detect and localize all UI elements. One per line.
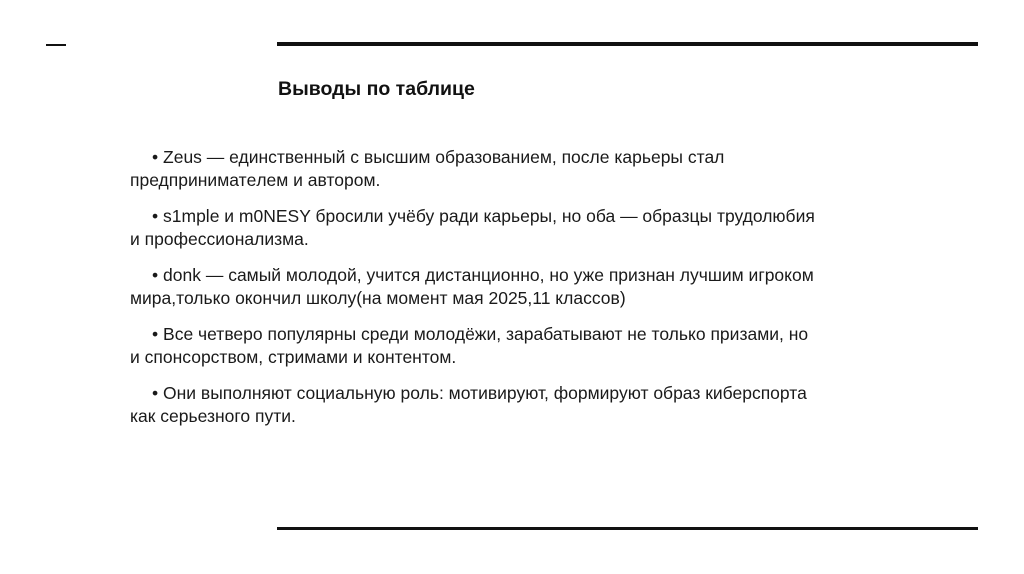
bottom-rule-divider bbox=[277, 527, 978, 530]
bullet-text: s1mple и m0NESY бросили учёбу ради карьеры, но оба — образцы трудолюбия и профессионализма. bbox=[130, 206, 815, 249]
bullet-glyph-icon: • bbox=[152, 206, 159, 226]
bullet-item bbox=[130, 146, 820, 192]
bullet-item bbox=[130, 264, 820, 310]
bullet-item bbox=[130, 323, 820, 369]
slide-title: Выводы по таблице bbox=[278, 78, 475, 100]
corner-dash-divider bbox=[46, 44, 66, 46]
bullet-glyph-icon: • bbox=[152, 265, 159, 285]
top-rule-divider bbox=[277, 42, 978, 46]
bullet-list bbox=[130, 146, 820, 441]
bullet-glyph-icon: • bbox=[152, 324, 159, 344]
bullet-text: Все четверо популярны среди молодёжи, зарабатывают не только призами, но и спонсорством, стримами и контентом. bbox=[130, 324, 809, 367]
bullet-text: donk — самый молодой, учится дистанционно, но уже признан лучшим игроком мира,только окончил школу(на момент мая 2025,11 классов) bbox=[130, 265, 814, 308]
bullet-glyph-icon: • bbox=[152, 147, 159, 167]
bullet-text: Zeus — единственный с высшим образованием, после карьеры стал предприниматeлем и автором. bbox=[130, 147, 725, 190]
bullet-text: Они выполняют социальную роль: мотивируют, формируют образ киберспорта как серьезного пути. bbox=[130, 383, 807, 426]
bullet-item bbox=[130, 382, 820, 428]
bullet-glyph-icon: • bbox=[152, 383, 159, 403]
bullet-item bbox=[130, 205, 820, 251]
